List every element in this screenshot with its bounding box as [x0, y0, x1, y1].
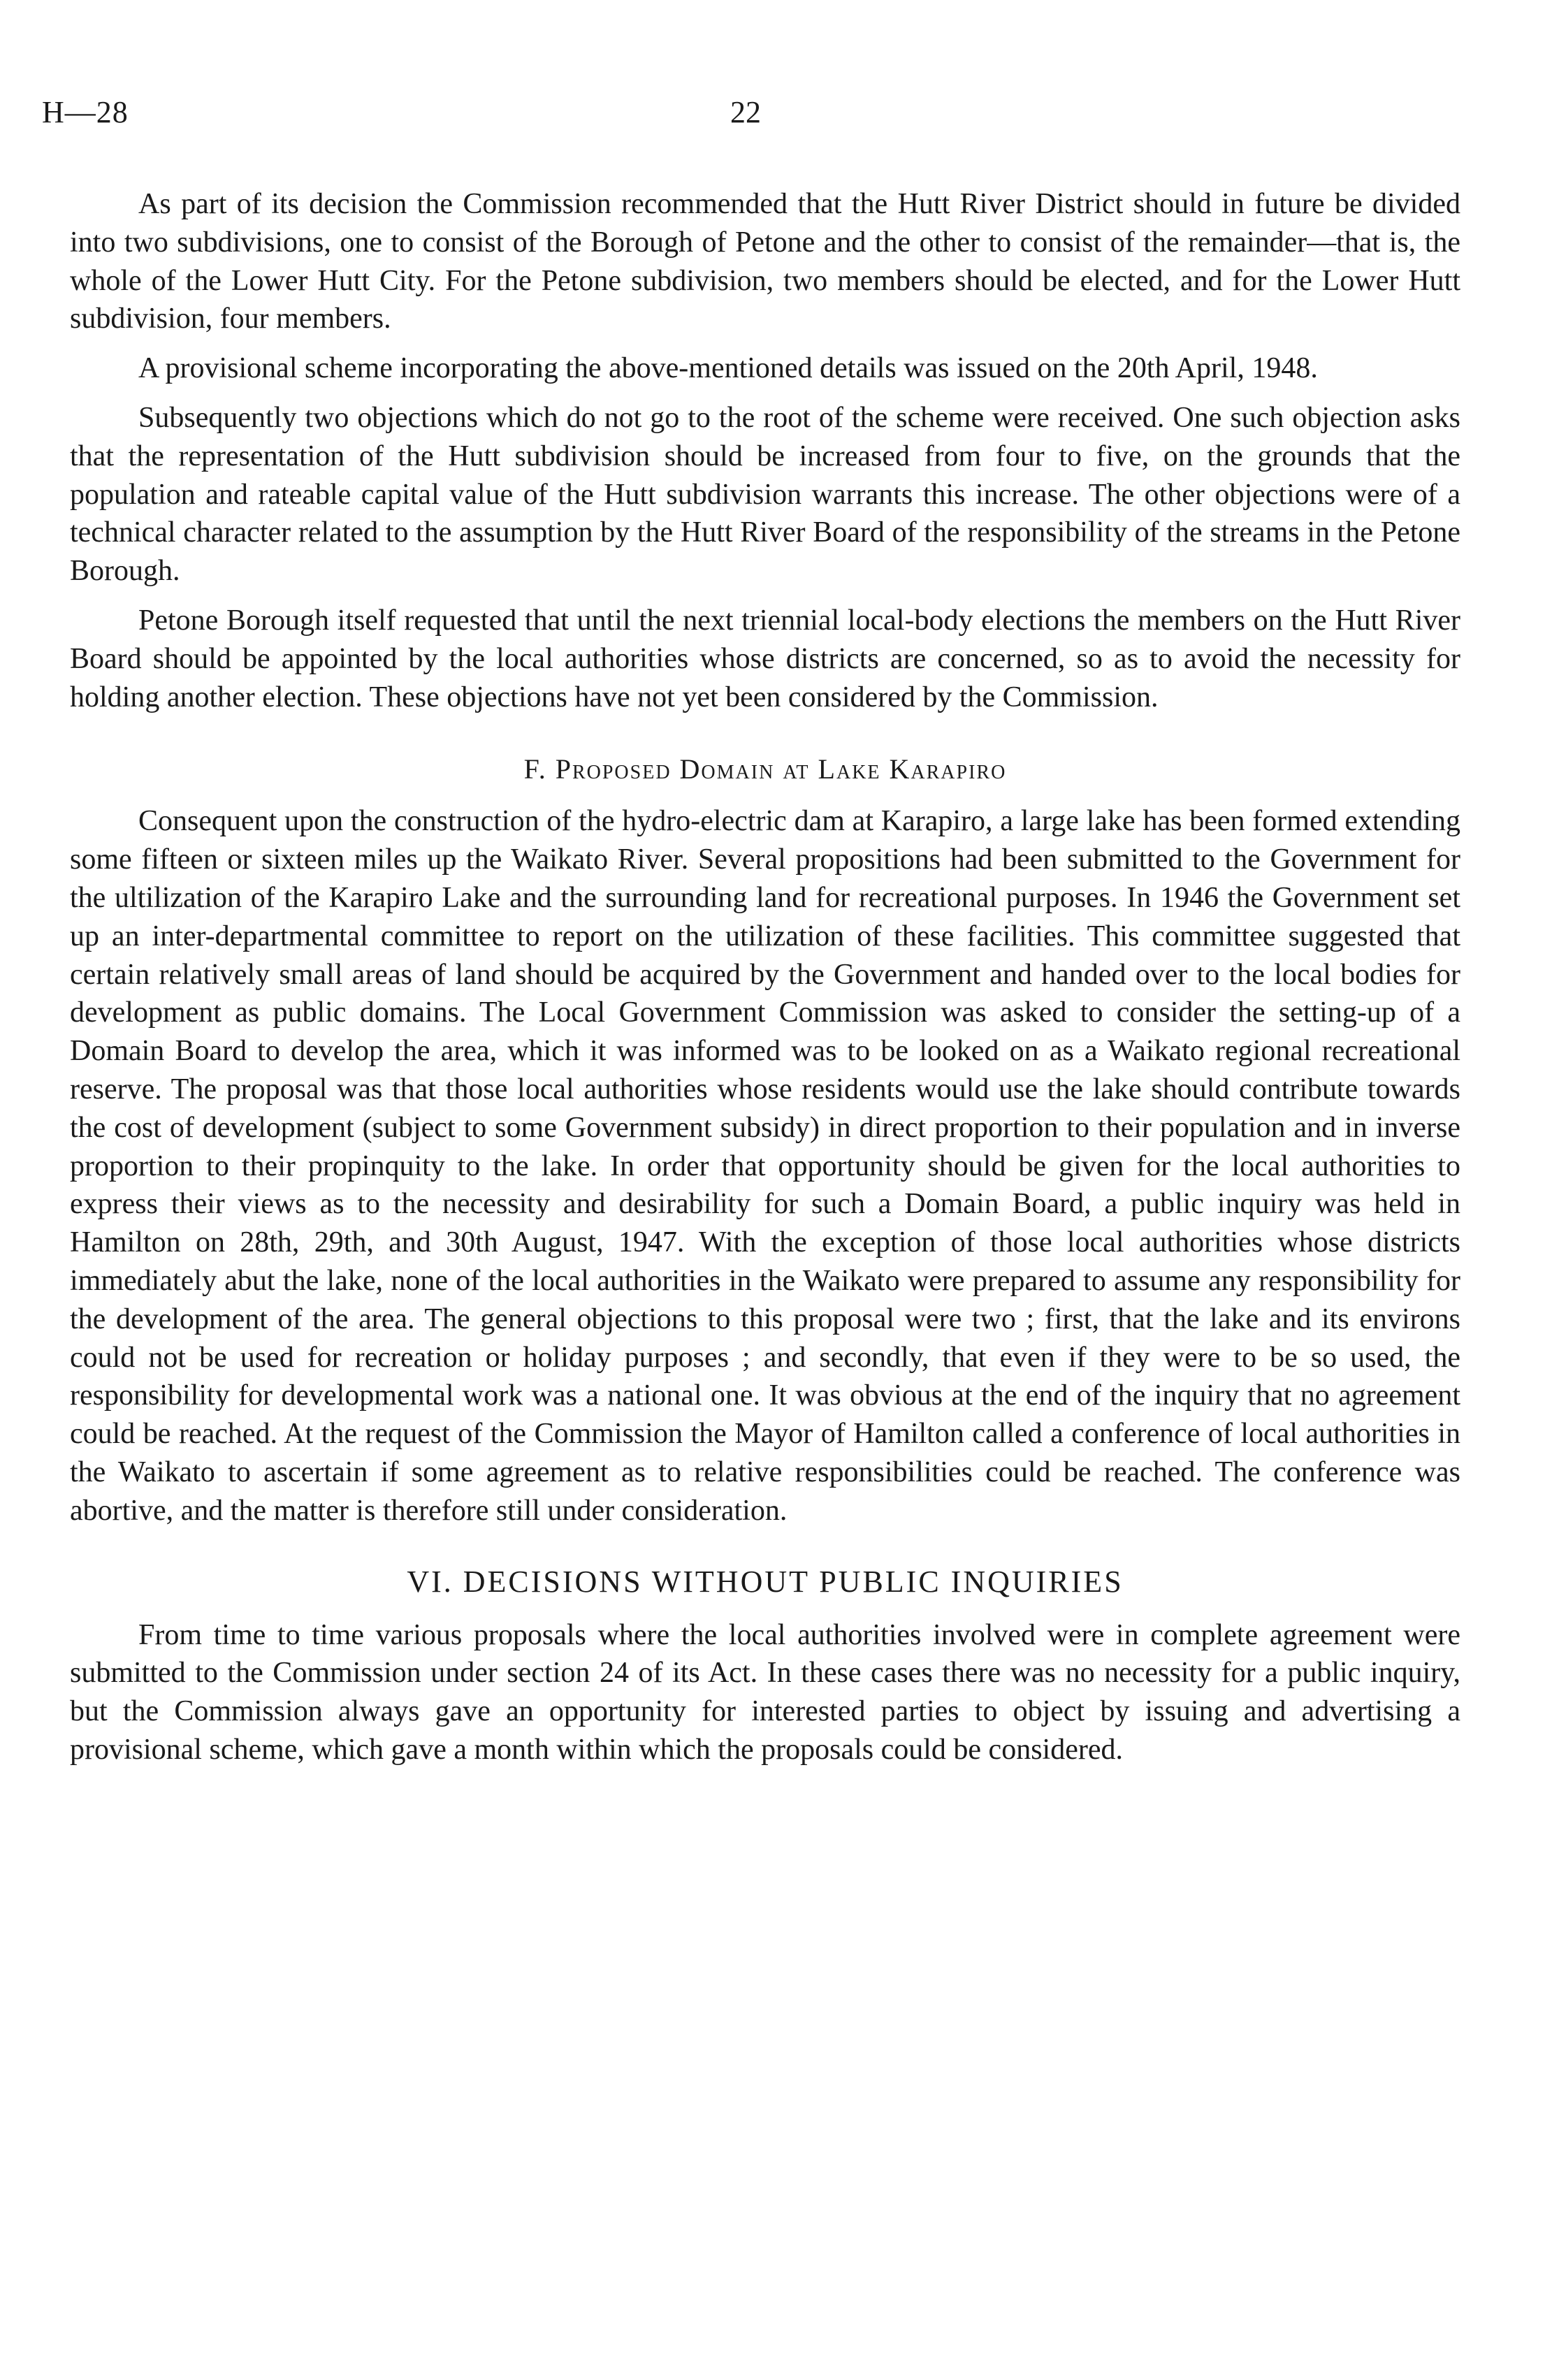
- paragraph-karapiro-domain: Consequent upon the construction of the hydro-electric dam at Karapiro, a large lake has been formed extending some fifteen or sixteen miles up the Waikato River. Several propositions had been submitted to the Government for the ultilization of the Karapiro Lake and the surrounding land for recreational purposes. In 1946 the Government set up an inter-departmental committee to report on the utilization of these facilities. This committee suggested that certain relatively small areas of land should be acquired by the Government and handed over to the local bodies for development as public domains. The Local Government Commission was asked to consider the setting-up of a Domain Board to develop the area, which it was informed was to be looked on as a Waikato regional recreational reserve. The proposal was that those local authorities whose residents would use the lake should contribute towards the cost of development (subject to some Government subsidy) in direct proportion to their population and in inverse proportion to their propinquity to the lake. In order that opportunity should be given for the local authorities to express their views as to the necessity and desirability for such a Domain Board, a public inquiry was held in Hamilton on 28th, 29th, and 30th August, 1947. With the exception of those local authorities whose districts immediately abut the lake, none of the local authorities in the Waikato were prepared to assume any responsibility for the development of the area. The general objections to this proposal were two ; first, that the lake and its environs could not be used for recreation or holiday purposes ; and secondly, that even if they were to be so used, the responsibility for developmental work was a national one. It was obvious at the end of the inquiry that no agreement could be reached. At the request of the Commission the Mayor of Hamilton called a conference of local authorities in the Waikato to ascertain if some agreement as to relative responsibilities could be reached. The conference was abortive, and the matter is therefore still under consideration.: [70, 805, 1460, 1527]
- document-code: H—28: [42, 95, 129, 129]
- page-header: [42, 94, 1502, 143]
- paragraph-petone-request: Petone Borough itself requested that until the next triennial local-body elections the members on the Hutt River Board should be appointed by the local authorities whose districts are concerned, so as to avoid the necessity for holding another election. These objections have not yet been considered by the Commission.: [70, 604, 1460, 713]
- paragraph-hutt-subdivisions: As part of its decision the Commission recommended that the Hutt River District should in future be divided into two subdivisions, one to consist of the Borough of Petone and the other to consist of the remainder—that is, the whole of the Lower Hutt City. For the Petone subdivision, two members should be elected, and for the Lower Hutt subdivision, four members.: [70, 188, 1460, 335]
- section-heading-decisions: VI. DECISIONS WITHOUT PUBLIC INQUIRIES: [407, 1564, 1124, 1599]
- paragraph-decisions-without-inquiries: From time to time various proposals where the local authorities involved were in complete agreement were submitted to the Commission under section 24 of its Act. In these cases there was no necessity for a public inquiry, but the Commission always gave an opportunity for interested parties to object by issuing and advertising a provisional scheme, which gave a month within which the proposals could be considered.: [70, 1618, 1460, 1766]
- paragraph-objections: Subsequently two objections which do not go to the root of the scheme were received. One such objection asks that the representation of the Hutt subdivision should be increased from four to five, on the grounds that the population and rateable capital value of the Hutt subdivision warrants this increase. The other objections were of a technical character related to the assumption by the Hutt River Board of the responsibility of the streams in the Petone Borough.: [70, 401, 1460, 588]
- page-number: 22: [730, 95, 761, 129]
- body-text: [70, 185, 1460, 1769]
- section-heading-karapiro: F. Proposed Domain at Lake Karapiro: [523, 753, 1007, 785]
- paragraph-provisional-scheme: A provisional scheme incorporating the above-mentioned details was issued on the 20th April, 1948.: [138, 352, 1318, 385]
